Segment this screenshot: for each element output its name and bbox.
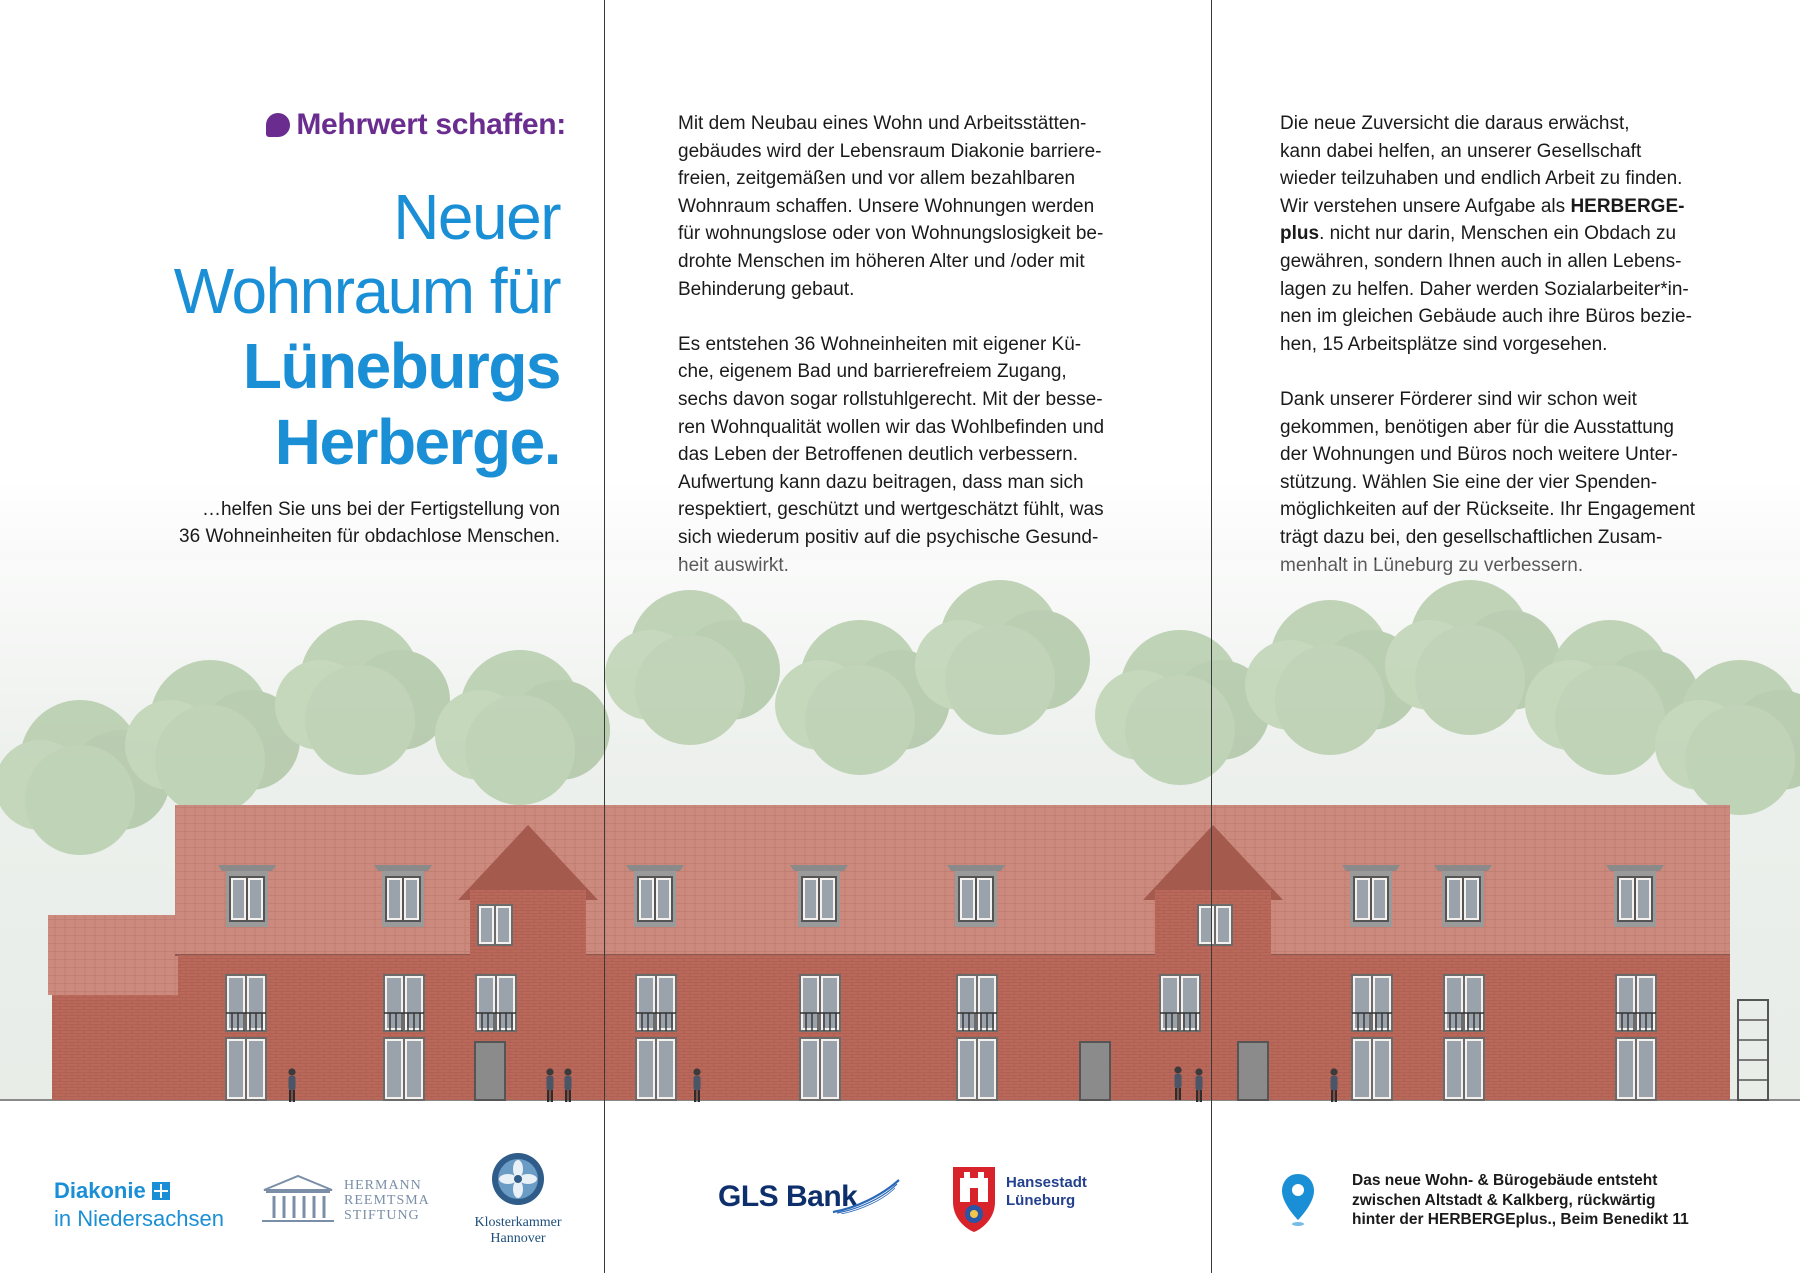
text-line: Es entstehen 36 Wohneinheiten mit eigener Kü-	[678, 333, 1082, 355]
text-line: trägt dazu bei, den gesellschaftlichen Zusam-	[1280, 526, 1663, 548]
text-line: stützung. Wählen Sie eine der vier Spenden-	[1280, 471, 1658, 493]
lueneburg-logo	[950, 1164, 1087, 1234]
lead-text	[120, 496, 560, 550]
headline-line-1: Neuer	[393, 181, 560, 253]
text-line: möglichkeiten auf der Rückseite. Ihr Engagement	[1280, 499, 1696, 521]
coat-of-arms-icon	[950, 1164, 998, 1234]
lueneburg-line-2: Lüneburg	[1006, 1192, 1076, 1209]
gls-bank-name: GLS Bank	[718, 1180, 858, 1213]
address-block	[1352, 1171, 1689, 1230]
text-line: menhalt in Lüneburg zu verbessern.	[1280, 554, 1584, 576]
ornament-icon	[491, 1152, 545, 1206]
klosterkammer-line-1: Klosterkammer	[474, 1215, 562, 1230]
text-line: gewähren, sondern Ihnen auch in allen Lebens-	[1280, 250, 1682, 272]
text-line: Die neue Zuversicht die daraus erwächst,	[1280, 113, 1630, 134]
text-line: sich wiederum positiv auf die psychische Gesund-	[678, 526, 1099, 548]
headline-line-2: Wohnraum für	[173, 255, 560, 327]
reemtsma-logo	[260, 1174, 430, 1226]
headline	[120, 180, 560, 480]
address-line-1: Das neue Wohn- & Bürogebäude entsteht	[1352, 1172, 1658, 1189]
paragraph-wohneinheiten	[678, 331, 1146, 579]
text-line: Dank unserer Förderer sind wir schon weit	[1280, 388, 1637, 410]
gls-bank-logo	[718, 1178, 901, 1214]
body-column-middle	[678, 110, 1146, 607]
lueneburg-line-1: Hansestadt	[1006, 1174, 1087, 1191]
text-fragment: Wir verstehen unsere Aufgabe als	[1280, 195, 1571, 217]
lead-line-2: 36 Wohneinheiten für obdachlose Menschen.	[179, 526, 560, 547]
text-line	[1280, 193, 1745, 221]
building-icon	[260, 1174, 336, 1226]
diakonie-logo	[54, 1178, 224, 1232]
text-fragment: . nicht nur darin, Menschen ein Obdach zu	[1319, 223, 1677, 245]
text-line: der Wohnungen und Büros noch weitere Unter-	[1280, 444, 1678, 466]
swoosh-icon	[831, 1178, 901, 1214]
reemtsma-line-3: STIFTUNG	[344, 1207, 420, 1223]
building-illustration	[0, 560, 1800, 1140]
text-line: ren Wohnqualität wollen wir das Wohlbefinden und	[678, 416, 1105, 438]
fold-line-left	[604, 0, 605, 1273]
address-line-2: zwischen Altstadt & Kalkberg, rückwärtig	[1352, 1191, 1656, 1209]
body-column-right	[1280, 110, 1745, 607]
text-line: sechs davon sogar rollstuhlgerecht. Mit der besse-	[678, 388, 1103, 410]
text-line: gekommen, benötigen aber für die Ausstattung	[1280, 416, 1674, 438]
text-line: lagen zu helfen. Daher werden Sozialarbeiter*in-	[1280, 278, 1689, 300]
text-line: kann dabei helfen, an unserer Gesellschaft	[1280, 140, 1642, 162]
klosterkammer-line-2: Hannover	[490, 1231, 546, 1246]
diakonie-region: in Niedersachsen	[54, 1206, 224, 1231]
reemtsma-line-2: REEMTSMA	[344, 1192, 430, 1208]
address-line-3: hinter der HERBERGEplus., Beim Benedikt 11	[1352, 1211, 1689, 1228]
klosterkammer-logo	[458, 1152, 578, 1247]
text-line: hen, 15 Arbeitsplätze sind vorgesehen.	[1280, 333, 1608, 355]
brand-emphasis: plus	[1280, 223, 1320, 245]
headline-line-3: Lüneburgs	[242, 330, 560, 402]
brand-emphasis: HERBERGE-	[1570, 195, 1685, 217]
headline-line-4: Herberge.	[274, 406, 560, 478]
text-line: drohte Menschen im höheren Alter und /oder mit	[678, 250, 1085, 272]
text-line: Wohnraum schaffen. Unsere Wohnungen werden	[678, 195, 1095, 217]
text-line: das Leben der Betroffenen deutlich verbessern.	[678, 444, 1078, 466]
paragraph-neubau	[678, 110, 1146, 303]
cross-icon	[152, 1182, 170, 1200]
text-line: Behinderung gebaut.	[678, 278, 855, 300]
section-kicker	[240, 108, 566, 142]
reemtsma-line-1: HERMANN	[344, 1177, 422, 1193]
text-line: für wohnungslose oder von Wohnungslosigkeit be-	[678, 223, 1104, 245]
diakonie-name: Diakonie	[54, 1178, 146, 1203]
text-line: Mit dem Neubau eines Wohn und Arbeitsstätten-	[678, 113, 1087, 134]
fold-line-right	[1211, 0, 1212, 1273]
text-line: heit auswirkt.	[678, 554, 789, 576]
paragraph-zuversicht	[1280, 110, 1745, 358]
text-line: che, eigenem Bad und barrierefreiem Zugang,	[678, 361, 1067, 383]
text-line: wieder teilzuhaben und endlich Arbeit zu finden.	[1280, 168, 1683, 190]
text-line: Aufwertung kann dazu beitragen, dass man sich	[678, 471, 1084, 493]
location-pin-icon	[1280, 1172, 1316, 1233]
kicker-text: Mehrwert schaffen:	[296, 108, 566, 141]
text-line: respektiert, geschützt und wertgeschätzt fühlt, was	[678, 499, 1104, 521]
lead-line-1: …helfen Sie uns bei der Fertigstellung von	[201, 499, 560, 520]
speech-bubble-icon	[266, 113, 290, 137]
text-line	[1280, 220, 1745, 248]
paragraph-foerderer	[1280, 386, 1745, 579]
text-line: freien, zeitgemäßen und vor allem bezahlbaren	[678, 168, 1076, 190]
text-line: gebäudes wird der Lebensraum Diakonie barriere-	[678, 140, 1102, 162]
text-line: nen im gleichen Gebäude auch ihre Büros bezie-	[1280, 306, 1692, 328]
